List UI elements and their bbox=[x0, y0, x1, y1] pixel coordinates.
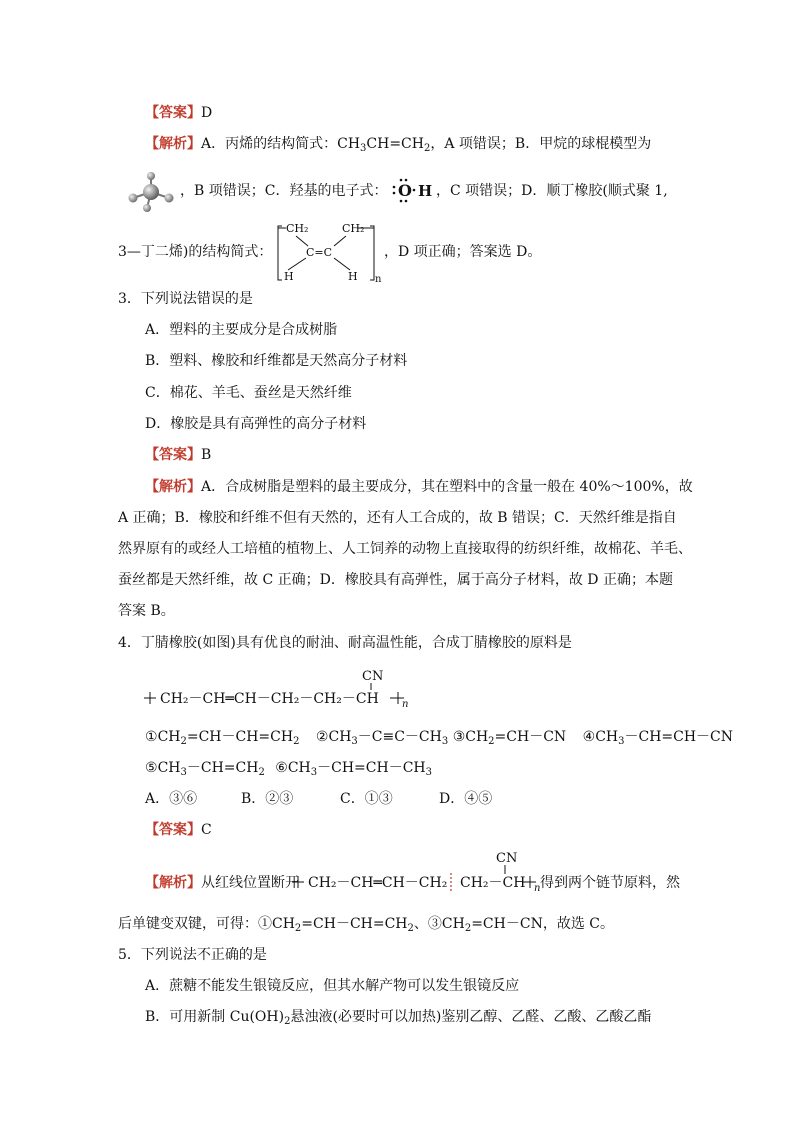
analysis-label: 【解析】 bbox=[145, 136, 201, 152]
svg-text:CH₂－CH═CH－CH₂: CH₂－CH═CH－CH₂ bbox=[308, 875, 448, 891]
q3-analysis-line-1: 【解析】A．合成树脂是塑料的最主要成分，其在塑料中的含量一般在 40%～100%，故 bbox=[145, 479, 693, 495]
q4-choice-a: A．③⑥ bbox=[145, 791, 198, 807]
q3-option-a: A．塑料的主要成分是合成树脂 bbox=[145, 322, 338, 338]
q4-answer-line: 【答案】C bbox=[145, 822, 212, 838]
hydroxyl-electron-formula bbox=[392, 176, 432, 206]
cis-polybutadiene-structure bbox=[276, 218, 380, 286]
q4-choice-d: D．④⑤ bbox=[439, 791, 493, 807]
q3-answer-line: 【答案】B bbox=[145, 447, 212, 463]
q3-option-c: C．棉花、羊毛、蚕丝是天然纤维 bbox=[145, 385, 352, 401]
q4-stem: 4．丁腈橡胶(如图)具有优良的耐油、耐高温性能，合成丁腈橡胶的原料是 bbox=[118, 635, 572, 651]
q3-option-d: D．橡胶是具有高弹性的高分子材料 bbox=[145, 416, 367, 432]
oxygen-symbol: O bbox=[398, 181, 412, 200]
q2-analysis-line-3b: ，D 项正确；答案选 D。 bbox=[384, 244, 542, 260]
q2-analysis-line-2: ，B 项错误；C．羟基的电子式： bbox=[180, 183, 388, 199]
answer-label: 【答案】 bbox=[145, 105, 201, 121]
svg-text:CH₂－CH: CH₂－CH bbox=[460, 875, 526, 891]
q3-analysis-line-3: 然界原有的或经人工培植的植物上、人工饲养的动物上直接取得的纺织纤维，故棉花、羊毛、 bbox=[118, 541, 692, 557]
svg-text:CH₂: CH₂ bbox=[342, 222, 365, 235]
q4-analysis-line-1a: 【解析】从红线位置断开 bbox=[145, 875, 299, 891]
q4-analysis-line-2: 后单键变双键，可得：$①CH_2=CH-CH=CH_2$、$③CH_2=CH-CN$，故选 C。 bbox=[118, 916, 614, 934]
q4-analysis-line-1b: 得到两个链节原料，然 bbox=[540, 875, 680, 891]
q5-option-b: B．可用新制 $Cu(OH)_2$悬浊液(必要时可以加热)鉴别乙醇、乙醛、乙酸、乙酸乙酯 bbox=[145, 1009, 652, 1027]
q4-answer: C bbox=[201, 822, 212, 838]
q4-materials-row-2: $⑤CH_3-CH=CH_2$ $⑥CH_3-CH=CH-CH_3$ bbox=[145, 760, 432, 778]
q2-analysis-line-2b: ，C 项错误；D．顺丁橡胶(顺式聚 1, bbox=[436, 183, 668, 199]
q2-analysis-line-1: 【解析】A．丙烯的结构简式：$CH_3CH=CH_2$，A 项错误；B．甲烷的球棍模型为 bbox=[145, 136, 652, 154]
q2-answer: D bbox=[201, 105, 213, 121]
q2-analysis-line-3a: 3—丁二烯)的结构简式： bbox=[118, 244, 273, 260]
q4-materials-row-1: $①CH_2=CH-CH=CH_2$ $②CH_3-C\equiv C-CH_3$ $③CH_2=CH-CN$ $④CH_3-CH=CH-CN$ bbox=[145, 729, 734, 747]
svg-text:n: n bbox=[534, 883, 541, 894]
hydrogen-symbol: H bbox=[418, 182, 433, 200]
svg-text:CN: CN bbox=[362, 669, 384, 684]
q3-answer: B bbox=[201, 447, 212, 463]
svg-text:CN: CN bbox=[496, 851, 518, 866]
q2-answer-line bbox=[145, 103, 212, 123]
methane-ball-stick-model bbox=[125, 172, 177, 214]
q4-choice-b: B．②③ bbox=[241, 791, 294, 807]
svg-text:CH₂－CH═CH－CH₂－CH₂－CH: CH₂－CH═CH－CH₂－CH₂－CH bbox=[160, 691, 379, 707]
q3-analysis-line-5: 答案 B。 bbox=[118, 603, 175, 619]
svg-text:n: n bbox=[375, 274, 382, 285]
nitrile-rubber-structure bbox=[140, 664, 440, 714]
svg-text:n: n bbox=[402, 699, 409, 710]
q5-stem: 5．下列说法不正确的是 bbox=[118, 947, 267, 963]
q4-choice-c: C．①③ bbox=[340, 791, 393, 807]
q3-analysis-line-4: 蚕丝都是天然纤维，故 C 正确；D．橡胶具有高弹性，属于高分子材料，故 D 正确；本题 bbox=[118, 572, 673, 588]
q3-analysis-line-2: A 正确；B．橡胶和纤维不但有天然的，还有人工合成的，故 B 错误；C．天然纤维是指自 bbox=[118, 510, 677, 526]
svg-text:H: H bbox=[348, 270, 358, 283]
q5-option-a: A．蔗糖不能发生银镜反应，但其水解产物可以发生银镜反应 bbox=[145, 978, 520, 994]
svg-text:CH₂: CH₂ bbox=[286, 222, 309, 235]
q3-stem: 3．下列说法错误的是 bbox=[118, 291, 253, 307]
q3-option-b: B．塑料、橡胶和纤维都是天然高分子材料 bbox=[145, 353, 408, 369]
svg-text:H: H bbox=[284, 270, 294, 283]
svg-text:C=C: C=C bbox=[306, 246, 333, 259]
